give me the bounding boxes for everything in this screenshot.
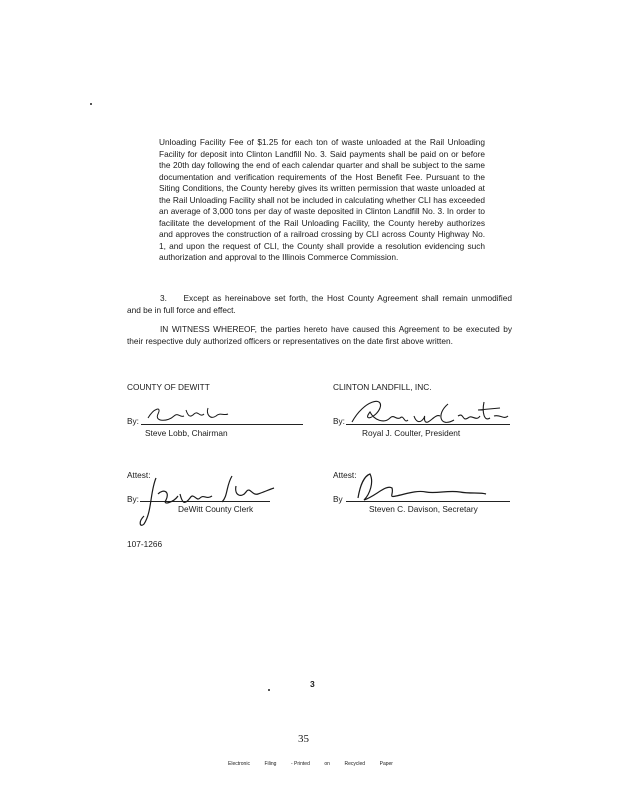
document-id: 107-1266 (127, 539, 163, 549)
right-attest-label: Attest: (333, 470, 357, 480)
paragraph-text: IN WITNESS WHEREOF, the parties hereto have caused this Agreement to be executed by their respective duly authorized officers or representatives on the date first above written. (127, 324, 512, 346)
scan-speck (90, 103, 92, 105)
footer-word: Paper (379, 761, 393, 767)
left-attest-handwritten-signature (134, 472, 284, 528)
scan-speck (268, 689, 270, 691)
footer-recycled-paper (228, 761, 393, 767)
right-signer-name: Royal J. Coulter, President (362, 428, 461, 438)
right-attest-signer: Steven C. Davison, Secretary (369, 504, 478, 514)
left-attest-by-label: By: (127, 494, 139, 504)
right-party-name: CLINTON LANDFILL, INC. (333, 382, 432, 392)
page-number: 3 (310, 679, 315, 689)
right-attest-handwritten-signature (336, 472, 506, 504)
left-handwritten-signature (144, 404, 234, 426)
paragraph-unloading-fee (159, 137, 485, 264)
left-signer-name: Steve Lobb, Chairman (145, 428, 228, 438)
paragraph-section-3 (127, 293, 512, 316)
left-attest-label: Attest: (127, 470, 151, 480)
paragraph-text: Unloading Facility Fee of $1.25 for each ton of waste unloaded at the Rail Unloading Facility for deposit into Clinton Landfill No. 3. Said payments shall be paid on or before the 20th day following the end of each calendar quarter and shall be subject to the same documentation and verification requirements of the Host Benefit Fee. Pursuant to the Siting Conditions, the County hereby gives its written permission that waste unloaded at the Rail Unloading Facility shall not be included in calculating whether CLI has exceeded an average of 3,000 tons per day of waste deposited in Clinton Landfill No. 3. In order to facilitate the development of the Rail Unloading Facility, the County hereby authorizes and approves the construction of a railroad crossing by CLI across County Highway No. 1, and upon the request of CLI, the County shall provide a resolution evidencing such authorization and approval to the Illinois Commerce Commission. (159, 137, 485, 262)
left-party-name: COUNTY OF DEWITT (127, 382, 210, 392)
paragraph-witness (127, 324, 512, 347)
right-attest-by-label: By (333, 494, 343, 504)
footer-word: Electronic (228, 761, 250, 767)
left-by-label: By: (127, 416, 139, 426)
paragraph-text: 3. Except as hereinabove set forth, the Host County Agreement shall remain unmodified and be in full force and effect. (127, 293, 512, 315)
exhibit-page-number: 35 (298, 733, 309, 745)
right-by-label: By: (333, 416, 345, 426)
footer-word: on (324, 761, 330, 767)
footer-word: - Printed (290, 761, 310, 767)
left-attest-signer: DeWitt County Clerk (178, 504, 254, 514)
footer-word: Filing (264, 761, 277, 767)
footer-word: Recycled (344, 761, 366, 767)
